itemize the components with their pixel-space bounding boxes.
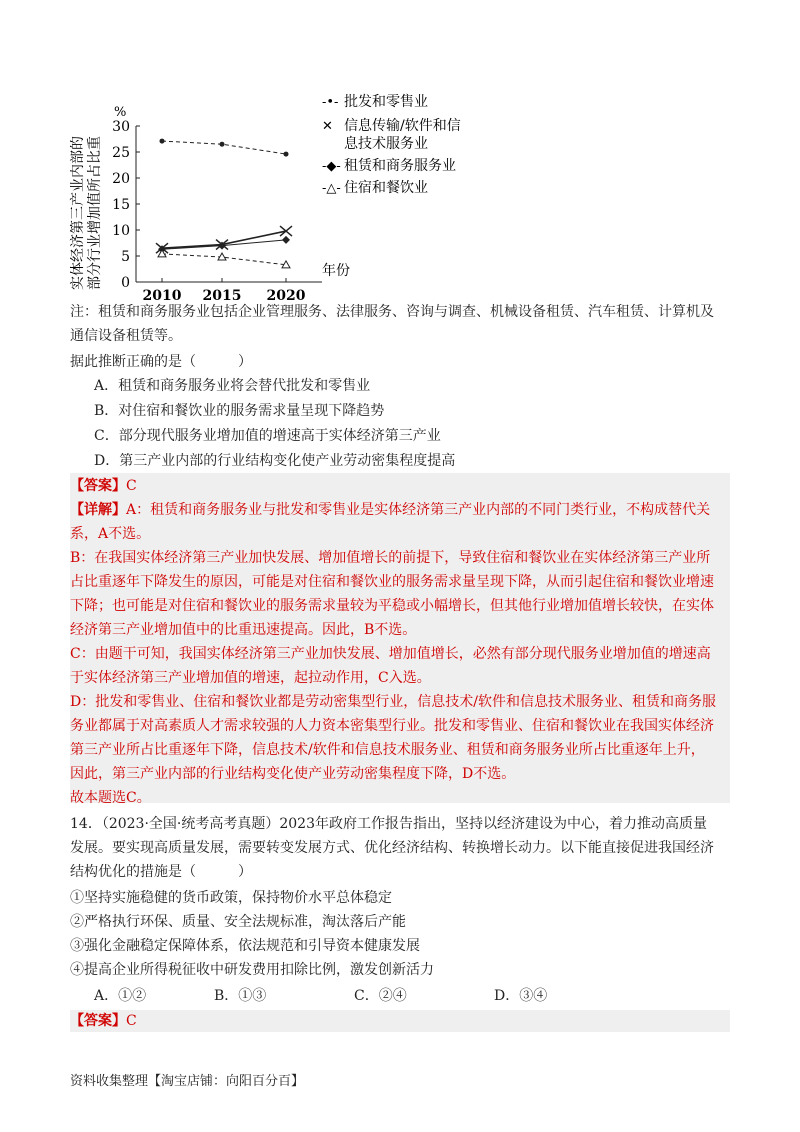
legend-entry: 住宿和餐饮业 — [344, 180, 428, 196]
legend-entry: 息技术服务业 — [344, 136, 428, 152]
q14-stem-line3: 结构优化的措施是（ ） — [70, 864, 252, 880]
y-axis-label-line: 实体经济第三产业内部的 — [70, 136, 86, 290]
data-point — [280, 226, 292, 236]
y-tick-label: 30 — [112, 119, 130, 135]
answer-value: C — [126, 478, 137, 494]
detail-line-1: 系，A不选。 — [70, 526, 151, 542]
q14-answer-label: 【答案】 — [70, 1013, 126, 1029]
series-x — [156, 226, 292, 253]
q14-choice-d: D．③④ — [494, 988, 548, 1004]
option-c: C．部分现代服务业增加值的增速高于实体经济第三产业 — [94, 428, 441, 444]
q14-answer-value: C — [126, 1013, 137, 1029]
chart-note-line2: 通信设备租赁等。 — [70, 328, 182, 344]
legend-marker: -•- — [322, 95, 339, 110]
y-unit-label: % — [114, 105, 127, 120]
detail-line-11: 因此，第三产业内部的行业结构变化使产业劳动密集程度下降，D不选。 — [70, 766, 516, 782]
x-tick-label: 2015 — [202, 288, 242, 304]
detail-line-6: C：由题干可知，我国实体经济第三产业加快发展、增加值增长，必然有部分现代服务业增加值的增速高 — [70, 646, 711, 662]
q14-choice-a: A．①② — [94, 988, 147, 1004]
series-dot — [160, 139, 289, 157]
detail-label: 【详解】 — [70, 502, 126, 518]
detail-line-5: 经济第三产业增加值中的比重迅速提高。因此，B不选。 — [70, 622, 417, 638]
q14-stem-line1: 14．（2023·全国·统考高考真题）2023年政府工作报告指出，坚持以经济建设为中心，着力推动高质量 — [70, 816, 707, 832]
footer-source: 资料收集整理【淘宝店铺：向阳百分百】 — [70, 1074, 305, 1089]
detail-line-9: 务业都属于对高素质人才需求较强的人力资本密集型行业。批发和零售业、住宿和餐饮业在我国实体经济 — [70, 718, 714, 734]
q14-item-2: ②严格执行环保、质量、安全法规标准，淘汰落后产能 — [70, 914, 406, 930]
detail-line-12: 故本题选C。 — [70, 790, 151, 806]
x-tick-label: 2020 — [266, 288, 306, 304]
q14-item-1: ①坚持实施稳健的货币政策，保持物价水平总体稳定 — [70, 890, 392, 906]
y-tick-label: 0 — [121, 275, 130, 291]
detail-line-8: D：批发和零售业、住宿和餐饮业都是劳动密集型行业，信息技术/软件和信息技术服务业、租赁和商务服 — [70, 694, 716, 710]
legend-entry: 信息传输/软件和信 — [344, 118, 461, 134]
y-axis-label — [69, 136, 103, 290]
y-tick-label: 25 — [112, 145, 130, 161]
y-tick-label: 5 — [121, 249, 130, 265]
q14-answer-line — [70, 1009, 730, 1033]
q14-choice-b: B．①③ — [214, 988, 267, 1004]
line-chart — [60, 90, 480, 304]
chart-note-line1: 注：租赁和商务服务业包括企业管理服务、法律服务、咨询与调查、机械设备租赁、汽车租赁、计算机及 — [70, 304, 714, 320]
detail-line-0: 【详解】A：租赁和商务服务业与批发和零售业是实体经济第三产业内部的不同门类行业，不构成替代关 — [70, 502, 711, 518]
detail-line-2: B：在我国实体经济第三产业加快发展、增加值增长的前提下，导致住宿和餐饮业在实体经济第三产业所 — [70, 550, 711, 566]
legend-marker: -◆- — [322, 159, 341, 174]
data-point — [220, 142, 225, 147]
legend-marker: ✕ — [322, 119, 333, 134]
q14-item-3: ③强化金融稳定保障体系，依法规范和引导资本健康发展 — [70, 938, 420, 954]
answer-label: 【答案】 — [70, 478, 126, 494]
y-tick-label: 20 — [112, 171, 130, 187]
q14-choice-c: C．②④ — [354, 988, 407, 1004]
chart-legend — [322, 93, 461, 196]
series-triangle — [158, 250, 290, 268]
detail-line-7: 于实体经济第三产业增加值的增速，起拉动作用，C入选。 — [70, 670, 431, 686]
legend-entry: 批发和零售业 — [344, 94, 428, 110]
y-axis-label-line: 部分行业增加值所占比重 — [87, 136, 103, 290]
question-stem: 据此推断正确的是（ ） — [70, 354, 252, 370]
data-point — [284, 152, 289, 157]
series-diamond — [158, 236, 290, 253]
answer-line — [70, 474, 730, 498]
option-d: D．第三产业内部的行业结构变化使产业劳动密集程度提高 — [94, 453, 456, 469]
x-axis-label: 年份 — [322, 263, 350, 279]
y-tick-label: 15 — [112, 197, 130, 213]
detail-line-10: 第三产业所占比重逐年下降，信息技术/软件和信息技术服务业、租赁和商务服务业所占比重逐年上升， — [70, 742, 705, 758]
y-tick-label: 10 — [112, 223, 130, 239]
legend-entry: 租赁和商务服务业 — [344, 158, 456, 174]
q14-stem-line2: 发展。要实现高质量发展，需要转变发展方式、优化经济结构、转换增长动力。以下能直接促进我国经济 — [70, 840, 714, 856]
detail-line-3: 占比重逐年下降发生的原因，可能是对住宿和餐饮业的服务需求量呈现下降，从而引起住宿和餐饮业增速 — [70, 574, 714, 590]
option-b: B．对住宿和餐饮业的服务需求量呈现下降趋势 — [94, 403, 385, 419]
data-point — [282, 236, 290, 244]
option-a: A．租赁和商务服务业将会替代批发和零售业 — [94, 378, 371, 394]
x-tick-label: 2010 — [142, 288, 182, 304]
detail-line-4: 下降；也可能是对住宿和餐饮业的服务需求量较为平稳或小幅增长，但其他行业增加值增长较快，在实体 — [70, 598, 714, 614]
data-point — [160, 139, 165, 144]
q14-item-4: ④提高企业所得税征收中研发费用扣除比例，激发创新活力 — [70, 962, 434, 978]
legend-marker: -△- — [322, 181, 341, 196]
